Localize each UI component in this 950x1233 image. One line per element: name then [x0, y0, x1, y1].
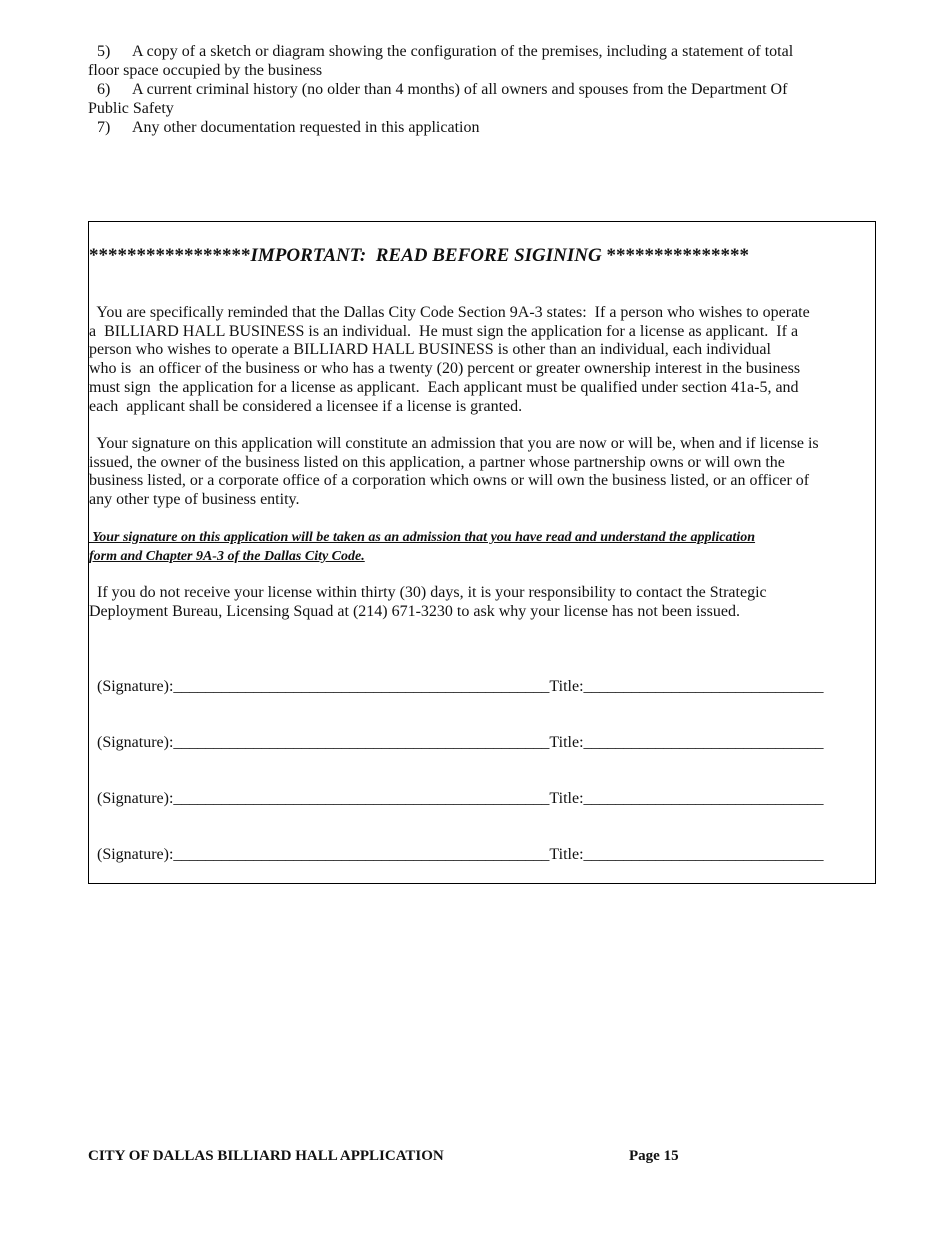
signature-row[interactable]: [97, 733, 824, 753]
list-item: 5) A copy of a sketch or diagram showing the configuration of the premises, including a statement of total: [97, 43, 794, 60]
list-item-text: A current criminal history (no older than 4 months) of all owners and spouses from the Department Of: [132, 81, 788, 98]
title-field[interactable]: Title:______________________________: [549, 790, 824, 807]
notice-heading: *****************IMPORTANT: READ BEFORE SIGINING ***************: [89, 245, 749, 266]
signature-field[interactable]: (Signature):_______________________________________________: [97, 734, 550, 751]
title-field[interactable]: Title:______________________________: [549, 678, 824, 695]
list-item-text: A copy of a sketch or diagram showing the configuration of the premises, including a statement of total: [132, 43, 794, 60]
signature-row[interactable]: [97, 845, 824, 865]
footer-page-number: Page 15: [629, 1148, 679, 1164]
title-field[interactable]: Title:______________________________: [549, 846, 824, 863]
title-field[interactable]: Title:______________________________: [549, 734, 824, 751]
list-item-continuation: Public Safety: [88, 100, 174, 117]
list-item-text: Any other documentation requested in this application: [132, 119, 480, 136]
signature-row[interactable]: [97, 677, 824, 697]
list-item-continuation: floor space occupied by the business: [88, 62, 323, 79]
signature-field[interactable]: (Signature):_______________________________________________: [97, 790, 550, 807]
important-notice-box: *****************IMPORTANT: READ BEFORE SIGINING *************** You are specifically reminded that the Dallas City Code Section 9A-3 states: If a person who wishes to operate a BILLIARD HALL BUSINESS is an individual. He must sign the application for a license as applicant. If a person who wishes to operate a BILLIARD HALL BUSINESS is other than an individual, each individual who is an officer of the business or who has a twenty (20) percent or greater ownership interest in the business must sign the application for a license as applicant. Each applicant must be qualified under section 41a-5, and each applicant shall be considered a licensee if a license is granted. Your signature on this application will constitute an admission that you are now or will be, when and if license is issued, the owner of the business listed on this application, a partner whose partnership owns or will own the business listed, or a corporate office of a corporation which owns or will own the business listed, or an officer of any other type of business entity. Your signature on this application will be taken as an admission that you have read and understand the application form and Chapter 9A-3 of the Dallas City Code. If you do not receive your license within thirty (30) days, it is your responsibility to contact the Strategic Deployment Bureau, Licensing Squad at (214) 671-3230 to ask why your license has not been issued. (Signature):_______________________________________________Title:______________________________ (Signature):_______________________________________________Title:______________________________ (Signature):_______________________________________________Title:______________________________ (Signature):_______________________________________________Title:______________________________: [88, 221, 876, 884]
signature-field[interactable]: (Signature):_______________________________________________: [97, 846, 550, 863]
list-item: 6) A current criminal history (no older than 4 months) of all owners and spouses from the Department Of: [97, 81, 788, 98]
signature-field[interactable]: (Signature):_______________________________________________: [97, 678, 550, 695]
signature-row[interactable]: [97, 789, 824, 809]
list-item: 7) Any other documentation requested in this application: [97, 119, 480, 136]
footer-document-title: CITY OF DALLAS BILLIARD HALL APPLICATION: [88, 1148, 444, 1164]
